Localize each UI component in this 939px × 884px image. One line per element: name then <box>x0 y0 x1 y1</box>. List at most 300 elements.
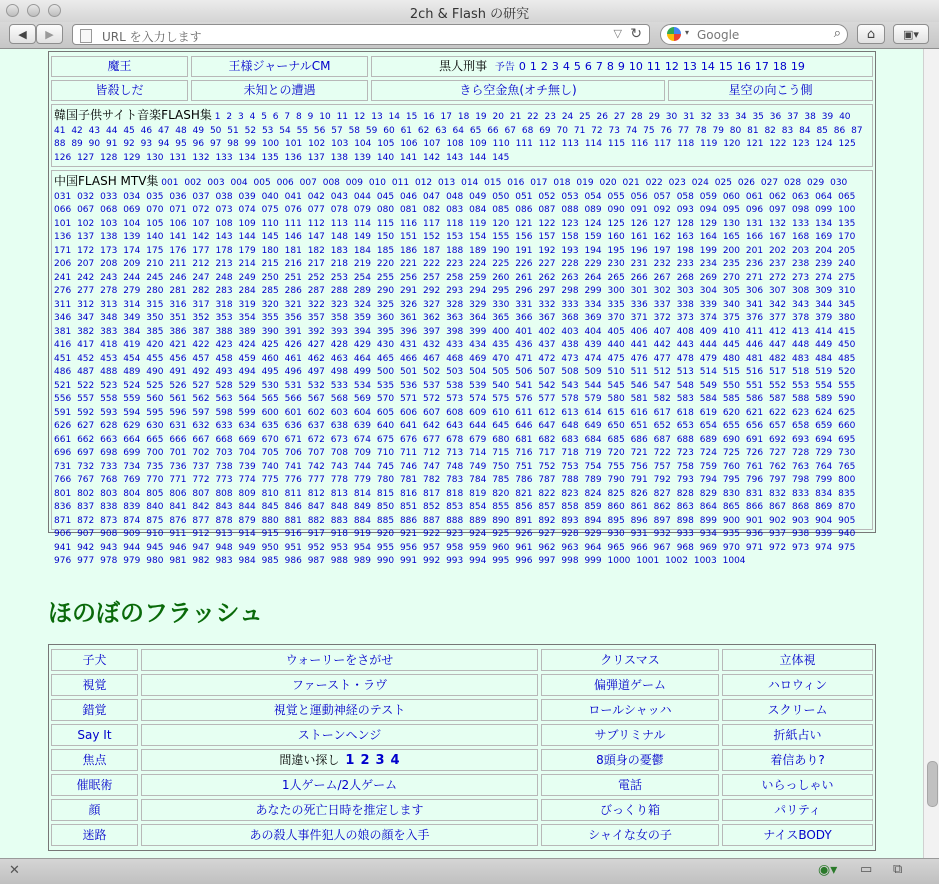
china-number-link[interactable]: 549 <box>699 380 717 391</box>
korea-number-link[interactable]: 20 <box>492 112 504 122</box>
china-number-link[interactable]: 834 <box>815 488 833 499</box>
korea-number-link[interactable]: 76 <box>660 125 672 136</box>
china-number-link[interactable]: 141 <box>169 232 187 242</box>
china-number-link[interactable]: 978 <box>100 556 118 566</box>
china-number-link[interactable]: 121 <box>515 218 533 229</box>
china-number-link[interactable]: 277 <box>77 286 95 296</box>
honobono-link-text[interactable]: あの殺人事件犯人の娘の顔を入手 <box>249 828 430 842</box>
honobono-link-text[interactable]: クリスマス <box>600 653 660 667</box>
korea-number-link[interactable]: 5 <box>261 112 267 122</box>
china-number-link[interactable]: 764 <box>815 461 833 472</box>
china-number-link[interactable]: 063 <box>792 191 810 202</box>
china-number-link[interactable]: 294 <box>469 286 487 296</box>
china-number-link[interactable]: 492 <box>192 367 210 377</box>
china-number-link[interactable]: 671 <box>284 434 302 445</box>
china-number-link[interactable]: 455 <box>146 353 164 364</box>
china-number-link[interactable]: 860 <box>607 502 625 512</box>
korea-number-link[interactable]: 75 <box>643 125 655 136</box>
china-number-link[interactable]: 257 <box>423 272 441 283</box>
china-number-link[interactable]: 609 <box>469 407 487 418</box>
china-number-link[interactable]: 187 <box>423 245 441 256</box>
china-number-link[interactable]: 814 <box>353 488 371 499</box>
china-number-link[interactable]: 325 <box>376 299 395 310</box>
china-number-link[interactable]: 739 <box>238 461 256 472</box>
china-number-link[interactable]: 541 <box>515 380 533 391</box>
china-number-link[interactable]: 732 <box>77 461 95 472</box>
china-number-link[interactable]: 710 <box>376 448 395 458</box>
china-number-link[interactable]: 676 <box>399 434 418 445</box>
china-number-link[interactable]: 593 <box>100 407 118 418</box>
china-number-link[interactable]: 273 <box>792 272 810 283</box>
china-number-link[interactable]: 916 <box>284 529 302 539</box>
china-number-link[interactable]: 705 <box>261 448 279 458</box>
china-number-link[interactable]: 693 <box>792 434 810 445</box>
china-number-link[interactable]: 855 <box>492 502 510 512</box>
bookmarks-menu-button[interactable] <box>893 24 929 44</box>
china-number-link[interactable]: 622 <box>768 407 787 418</box>
kokujin-episode-link[interactable]: 19 <box>790 60 805 73</box>
honobono-link-text[interactable]: 視覚 <box>82 678 107 692</box>
china-number-link[interactable]: 429 <box>353 340 371 350</box>
china-number-link[interactable]: 836 <box>54 502 72 512</box>
china-number-link[interactable]: 986 <box>284 556 302 566</box>
china-number-link[interactable]: 097 <box>768 205 787 215</box>
china-number-link[interactable]: 774 <box>238 475 256 485</box>
china-number-link[interactable]: 910 <box>146 529 164 539</box>
china-number-link[interactable]: 919 <box>353 529 371 539</box>
china-number-link[interactable]: 312 <box>77 299 95 310</box>
china-number-link[interactable]: 633 <box>215 421 233 431</box>
china-number-link[interactable]: 377 <box>768 313 787 323</box>
china-number-link[interactable]: 203 <box>792 245 810 256</box>
china-number-link[interactable]: 486 <box>54 367 72 377</box>
china-number-link[interactable]: 856 <box>515 502 533 512</box>
china-number-link[interactable]: 527 <box>192 380 210 391</box>
china-number-link[interactable]: 600 <box>261 407 279 418</box>
china-number-link[interactable]: 985 <box>261 556 279 566</box>
china-number-link[interactable]: 866 <box>745 502 764 512</box>
china-number-link[interactable]: 048 <box>446 191 464 202</box>
korea-number-link[interactable]: 95 <box>175 139 187 149</box>
china-number-link[interactable]: 308 <box>792 286 810 296</box>
china-number-link[interactable]: 659 <box>815 421 833 431</box>
china-number-link[interactable]: 591 <box>54 407 72 418</box>
china-number-link[interactable]: 268 <box>676 272 694 283</box>
china-number-link[interactable]: 115 <box>376 218 395 229</box>
china-number-link[interactable]: 423 <box>215 340 233 350</box>
china-number-link[interactable]: 976 <box>54 556 72 566</box>
china-number-link[interactable]: 390 <box>261 326 279 337</box>
china-number-link[interactable]: 163 <box>676 232 694 242</box>
china-number-link[interactable]: 651 <box>630 421 648 431</box>
china-number-link[interactable]: 746 <box>399 461 418 472</box>
china-number-link[interactable]: 691 <box>745 434 764 445</box>
korea-number-link[interactable]: 124 <box>815 139 833 149</box>
china-number-link[interactable]: 640 <box>376 421 395 431</box>
china-number-link[interactable]: 703 <box>215 448 233 458</box>
china-number-link[interactable]: 891 <box>515 515 533 526</box>
china-number-link[interactable]: 470 <box>492 353 510 364</box>
china-number-link[interactable]: 266 <box>630 272 648 283</box>
china-number-link[interactable]: 464 <box>353 353 371 364</box>
korea-number-link[interactable]: 38 <box>804 112 816 122</box>
china-number-link[interactable]: 471 <box>515 353 533 364</box>
china-number-link[interactable]: 813 <box>330 488 348 499</box>
china-number-link[interactable]: 215 <box>261 259 279 269</box>
china-number-link[interactable]: 897 <box>653 515 671 526</box>
china-number-link[interactable]: 370 <box>607 313 625 323</box>
kokujin-episode-link[interactable]: 12 <box>664 60 679 73</box>
china-number-link[interactable]: 738 <box>215 461 233 472</box>
china-number-link[interactable]: 213 <box>215 259 233 269</box>
korea-number-link[interactable]: 92 <box>123 139 135 149</box>
china-number-link[interactable]: 941 <box>54 542 72 553</box>
china-number-link[interactable]: 088 <box>561 205 579 215</box>
china-number-link[interactable]: 350 <box>146 313 164 323</box>
china-number-link[interactable]: 779 <box>353 475 371 485</box>
china-number-link[interactable]: 182 <box>307 245 325 256</box>
honobono-link-text[interactable]: 1人ゲーム/2人ゲーム <box>281 778 398 792</box>
korea-number-link[interactable]: 96 <box>192 139 205 149</box>
china-number-link[interactable]: 111 <box>284 218 302 229</box>
china-number-link[interactable]: 854 <box>469 502 487 512</box>
korea-number-link[interactable]: 51 <box>227 125 239 136</box>
korea-number-link[interactable]: 12 <box>353 112 366 122</box>
china-number-link[interactable]: 480 <box>722 353 740 364</box>
china-number-link[interactable]: 262 <box>538 272 556 283</box>
china-number-link[interactable]: 840 <box>146 502 164 512</box>
china-number-link[interactable]: 180 <box>261 245 279 256</box>
china-number-link[interactable]: 882 <box>307 515 325 526</box>
china-number-link[interactable]: 458 <box>215 353 233 364</box>
honobono-link-text[interactable]: 顔 <box>88 803 101 817</box>
korea-number-link[interactable]: 18 <box>457 112 470 122</box>
korea-number-link[interactable]: 44 <box>105 125 118 136</box>
china-number-link[interactable]: 437 <box>538 340 556 350</box>
china-number-link[interactable]: 119 <box>469 218 487 229</box>
china-number-link[interactable]: 329 <box>469 299 487 310</box>
china-number-link[interactable]: 274 <box>815 272 833 283</box>
korea-number-link[interactable]: 110 <box>492 139 510 149</box>
china-number-link[interactable]: 078 <box>330 205 348 215</box>
china-number-link[interactable]: 604 <box>353 407 371 418</box>
china-number-link[interactable]: 666 <box>169 434 187 445</box>
korea-number-link[interactable]: 66 <box>487 125 499 136</box>
china-number-link[interactable]: 394 <box>353 326 371 337</box>
machigai-link[interactable]: 4 <box>390 753 400 768</box>
china-number-link[interactable]: 479 <box>699 353 717 364</box>
china-number-link[interactable]: 994 <box>469 556 487 566</box>
china-number-link[interactable]: 404 <box>584 326 602 337</box>
korea-number-link[interactable]: 42 <box>71 125 83 136</box>
china-number-link[interactable]: 334 <box>584 299 602 310</box>
china-number-link[interactable]: 184 <box>353 245 371 256</box>
china-number-link[interactable]: 467 <box>423 353 441 364</box>
china-number-link[interactable]: 065 <box>838 191 856 202</box>
korea-number-link[interactable]: 7 <box>284 112 291 122</box>
china-number-link[interactable]: 234 <box>699 259 717 269</box>
china-number-link[interactable]: 561 <box>169 394 187 404</box>
china-number-link[interactable]: 402 <box>538 326 556 337</box>
china-number-link[interactable]: 682 <box>538 434 556 445</box>
china-number-link[interactable]: 221 <box>399 259 418 269</box>
korea-number-link[interactable]: 143 <box>446 152 464 163</box>
china-number-link[interactable]: 270 <box>722 272 740 283</box>
korea-number-link[interactable]: 49 <box>192 125 205 136</box>
china-number-link[interactable]: 794 <box>699 475 717 485</box>
korea-number-link[interactable]: 130 <box>146 152 164 163</box>
china-number-link[interactable]: 323 <box>330 299 348 310</box>
china-number-link[interactable]: 804 <box>123 488 141 499</box>
china-number-link[interactable]: 839 <box>123 502 141 512</box>
china-number-link[interactable]: 999 <box>584 556 602 566</box>
china-number-link[interactable]: 904 <box>815 515 833 526</box>
korea-number-link[interactable]: 119 <box>700 139 718 149</box>
china-number-link[interactable]: 825 <box>607 488 625 499</box>
china-number-link[interactable]: 167 <box>768 232 787 242</box>
china-number-link[interactable]: 020 <box>599 178 617 188</box>
china-number-link[interactable]: 708 <box>330 448 348 458</box>
korea-number-link[interactable]: 117 <box>654 139 672 149</box>
china-number-link[interactable]: 755 <box>607 461 625 472</box>
china-number-link[interactable]: 907 <box>77 529 95 539</box>
china-number-link[interactable]: 306 <box>745 286 764 296</box>
korea-number-link[interactable]: 53 <box>261 125 274 136</box>
china-number-link[interactable]: 231 <box>630 259 648 269</box>
china-number-link[interactable]: 134 <box>815 218 833 229</box>
china-number-link[interactable]: 634 <box>238 421 256 431</box>
honobono-link-text[interactable]: 視覚と運動神経のテスト <box>273 703 406 717</box>
china-number-link[interactable]: 431 <box>399 340 418 350</box>
china-number-link[interactable]: 189 <box>469 245 487 256</box>
china-number-link[interactable]: 026 <box>737 178 756 188</box>
china-number-link[interactable]: 724 <box>699 448 717 458</box>
china-number-link[interactable]: 954 <box>353 542 371 553</box>
china-number-link[interactable]: 432 <box>423 340 441 350</box>
china-number-link[interactable]: 743 <box>330 461 348 472</box>
china-number-link[interactable]: 991 <box>399 556 418 566</box>
china-number-link[interactable]: 785 <box>492 475 510 485</box>
china-number-link[interactable]: 285 <box>261 286 279 296</box>
rss-dropdown-icon[interactable]: ▽ <box>613 27 622 40</box>
korea-number-link[interactable]: 83 <box>781 125 794 136</box>
china-number-link[interactable]: 833 <box>792 488 810 499</box>
china-number-link[interactable]: 280 <box>146 286 164 296</box>
korea-number-link[interactable]: 67 <box>504 125 516 136</box>
china-number-link[interactable]: 101 <box>54 218 72 229</box>
honobono-link-text[interactable]: 子犬 <box>82 653 107 667</box>
china-number-link[interactable]: 544 <box>584 380 602 391</box>
korea-number-link[interactable]: 47 <box>157 125 170 136</box>
china-number-link[interactable]: 808 <box>215 488 233 499</box>
china-number-link[interactable]: 389 <box>238 326 256 337</box>
china-number-link[interactable]: 895 <box>607 515 625 526</box>
honobono-link-text[interactable]: ファースト・ラヴ <box>291 678 388 692</box>
korea-number-link[interactable]: 36 <box>769 112 782 122</box>
china-number-link[interactable]: 965 <box>607 542 625 553</box>
honobono-link[interactable] <box>541 649 719 671</box>
china-number-link[interactable]: 076 <box>284 205 302 215</box>
china-number-link[interactable]: 408 <box>676 326 694 337</box>
china-number-link[interactable]: 534 <box>353 380 371 391</box>
korea-number-link[interactable]: 41 <box>54 125 66 136</box>
china-number-link[interactable]: 868 <box>792 502 810 512</box>
china-number-link[interactable]: 055 <box>607 191 625 202</box>
korea-number-link[interactable]: 14 <box>388 112 400 122</box>
china-number-link[interactable]: 502 <box>423 367 441 377</box>
china-number-link[interactable]: 592 <box>77 407 95 418</box>
korea-number-link[interactable]: 40 <box>839 112 851 122</box>
korea-number-link[interactable]: 56 <box>313 125 326 136</box>
china-number-link[interactable]: 319 <box>238 299 256 310</box>
china-number-link[interactable]: 932 <box>653 529 671 539</box>
china-number-link[interactable]: 948 <box>215 542 233 553</box>
korea-number-link[interactable]: 87 <box>851 125 863 136</box>
china-number-link[interactable]: 668 <box>215 434 233 445</box>
china-number-link[interactable]: 823 <box>561 488 579 499</box>
china-number-link[interactable]: 546 <box>630 380 648 391</box>
china-number-link[interactable]: 898 <box>676 515 694 526</box>
china-number-link[interactable]: 992 <box>423 556 441 566</box>
china-number-link[interactable]: 066 <box>54 205 72 215</box>
china-number-link[interactable]: 417 <box>77 340 95 350</box>
korea-number-link[interactable]: 97 <box>209 139 222 149</box>
china-number-link[interactable]: 893 <box>561 515 579 526</box>
china-number-link[interactable]: 537 <box>423 380 441 391</box>
china-number-link[interactable]: 301 <box>630 286 648 296</box>
machigai-link[interactable]: 3 <box>375 753 385 768</box>
china-number-link[interactable]: 090 <box>607 205 625 215</box>
honobono-link[interactable] <box>541 774 719 796</box>
china-number-link[interactable]: 014 <box>461 178 479 188</box>
china-number-link[interactable]: 276 <box>54 286 72 296</box>
china-number-link[interactable]: 009 <box>345 178 363 188</box>
china-number-link[interactable]: 828 <box>676 488 694 499</box>
china-number-link[interactable]: 749 <box>469 461 487 472</box>
china-number-link[interactable]: 516 <box>745 367 764 377</box>
china-number-link[interactable]: 952 <box>307 542 325 553</box>
china-number-link[interactable]: 355 <box>261 313 279 323</box>
korea-number-link[interactable]: 28 <box>631 112 643 122</box>
china-number-link[interactable]: 396 <box>399 326 418 337</box>
china-number-link[interactable]: 033 <box>100 191 118 202</box>
china-number-link[interactable]: 787 <box>538 475 556 485</box>
china-number-link[interactable]: 630 <box>146 421 164 431</box>
korea-number-link[interactable]: 82 <box>764 125 776 136</box>
china-number-link[interactable]: 841 <box>169 502 187 512</box>
china-number-link[interactable]: 010 <box>368 178 387 188</box>
korea-number-link[interactable]: 63 <box>435 125 447 136</box>
china-number-link[interactable]: 835 <box>838 488 856 499</box>
link-ousama-journal[interactable]: 王様ジャーナルCM <box>191 56 368 77</box>
honobono-link[interactable] <box>722 724 873 746</box>
china-number-link[interactable]: 531 <box>284 380 302 391</box>
china-number-link[interactable]: 345 <box>838 299 856 310</box>
korea-number-link[interactable]: 57 <box>331 125 343 136</box>
korea-number-link[interactable]: 90 <box>88 139 101 149</box>
korea-number-link[interactable]: 135 <box>261 152 279 163</box>
china-number-link[interactable]: 578 <box>561 394 579 404</box>
china-number-link[interactable]: 984 <box>238 556 256 566</box>
china-number-link[interactable]: 154 <box>469 232 487 242</box>
china-number-link[interactable]: 099 <box>815 205 833 215</box>
china-number-link[interactable]: 709 <box>353 448 371 458</box>
korea-number-link[interactable]: 85 <box>816 125 828 136</box>
china-number-link[interactable]: 508 <box>561 367 579 377</box>
china-number-link[interactable]: 013 <box>438 178 456 188</box>
china-number-link[interactable]: 661 <box>54 434 72 445</box>
china-number-link[interactable]: 664 <box>123 434 141 445</box>
china-number-link[interactable]: 902 <box>768 515 787 526</box>
china-number-link[interactable]: 054 <box>584 191 602 202</box>
honobono-link[interactable] <box>722 699 873 721</box>
china-number-link[interactable]: 1001 <box>636 556 660 566</box>
china-number-link[interactable]: 896 <box>630 515 648 526</box>
china-number-link[interactable]: 006 <box>276 178 294 188</box>
china-number-link[interactable]: 998 <box>561 556 579 566</box>
china-number-link[interactable]: 975 <box>838 542 856 553</box>
honobono-link-text[interactable]: 迷路 <box>82 828 107 842</box>
china-number-link[interactable]: 094 <box>699 205 717 215</box>
china-number-link[interactable]: 694 <box>815 434 833 445</box>
china-number-link[interactable]: 265 <box>607 272 625 283</box>
china-number-link[interactable]: 718 <box>561 448 579 458</box>
china-number-link[interactable]: 862 <box>653 502 671 512</box>
china-number-link[interactable]: 510 <box>607 367 625 377</box>
china-number-link[interactable]: 369 <box>584 313 602 323</box>
china-number-link[interactable]: 698 <box>100 448 118 458</box>
china-number-link[interactable]: 131 <box>745 218 764 229</box>
china-number-link[interactable]: 157 <box>538 232 556 242</box>
china-number-link[interactable]: 441 <box>630 340 648 350</box>
china-number-link[interactable]: 582 <box>653 394 671 404</box>
china-number-link[interactable]: 405 <box>607 326 625 337</box>
china-number-link[interactable]: 832 <box>768 488 787 499</box>
honobono-link[interactable] <box>541 674 719 696</box>
korea-number-link[interactable]: 133 <box>215 152 233 163</box>
honobono-link-text[interactable]: いらっしゃい <box>761 778 834 792</box>
china-number-link[interactable]: 118 <box>446 218 464 229</box>
china-number-link[interactable]: 436 <box>515 340 533 350</box>
china-number-link[interactable]: 880 <box>261 515 279 526</box>
china-number-link[interactable]: 514 <box>699 367 717 377</box>
korea-number-link[interactable]: 55 <box>296 125 309 136</box>
china-number-link[interactable]: 263 <box>561 272 579 283</box>
china-number-link[interactable]: 332 <box>538 299 556 310</box>
china-number-link[interactable]: 542 <box>538 380 556 391</box>
china-number-link[interactable]: 008 <box>322 178 340 188</box>
honobono-link[interactable] <box>722 824 873 846</box>
china-number-link[interactable]: 871 <box>54 515 72 526</box>
china-number-link[interactable]: 744 <box>353 461 371 472</box>
china-number-link[interactable]: 793 <box>676 475 694 485</box>
korea-number-link[interactable]: 100 <box>261 139 280 149</box>
china-number-link[interactable]: 072 <box>192 205 210 215</box>
china-number-link[interactable]: 245 <box>146 272 164 283</box>
china-number-link[interactable]: 237 <box>768 259 787 269</box>
china-number-link[interactable]: 521 <box>54 380 72 391</box>
china-number-link[interactable]: 307 <box>768 286 787 296</box>
china-number-link[interactable]: 515 <box>722 367 740 377</box>
china-number-link[interactable]: 678 <box>446 434 464 445</box>
china-number-link[interactable]: 577 <box>538 394 556 404</box>
honobono-link-text[interactable]: 催眠術 <box>76 778 113 792</box>
honobono-link[interactable] <box>51 824 138 846</box>
china-number-link[interactable]: 786 <box>515 475 533 485</box>
china-number-link[interactable]: 348 <box>100 313 118 323</box>
china-number-link[interactable]: 656 <box>745 421 764 431</box>
china-number-link[interactable]: 193 <box>561 245 579 256</box>
